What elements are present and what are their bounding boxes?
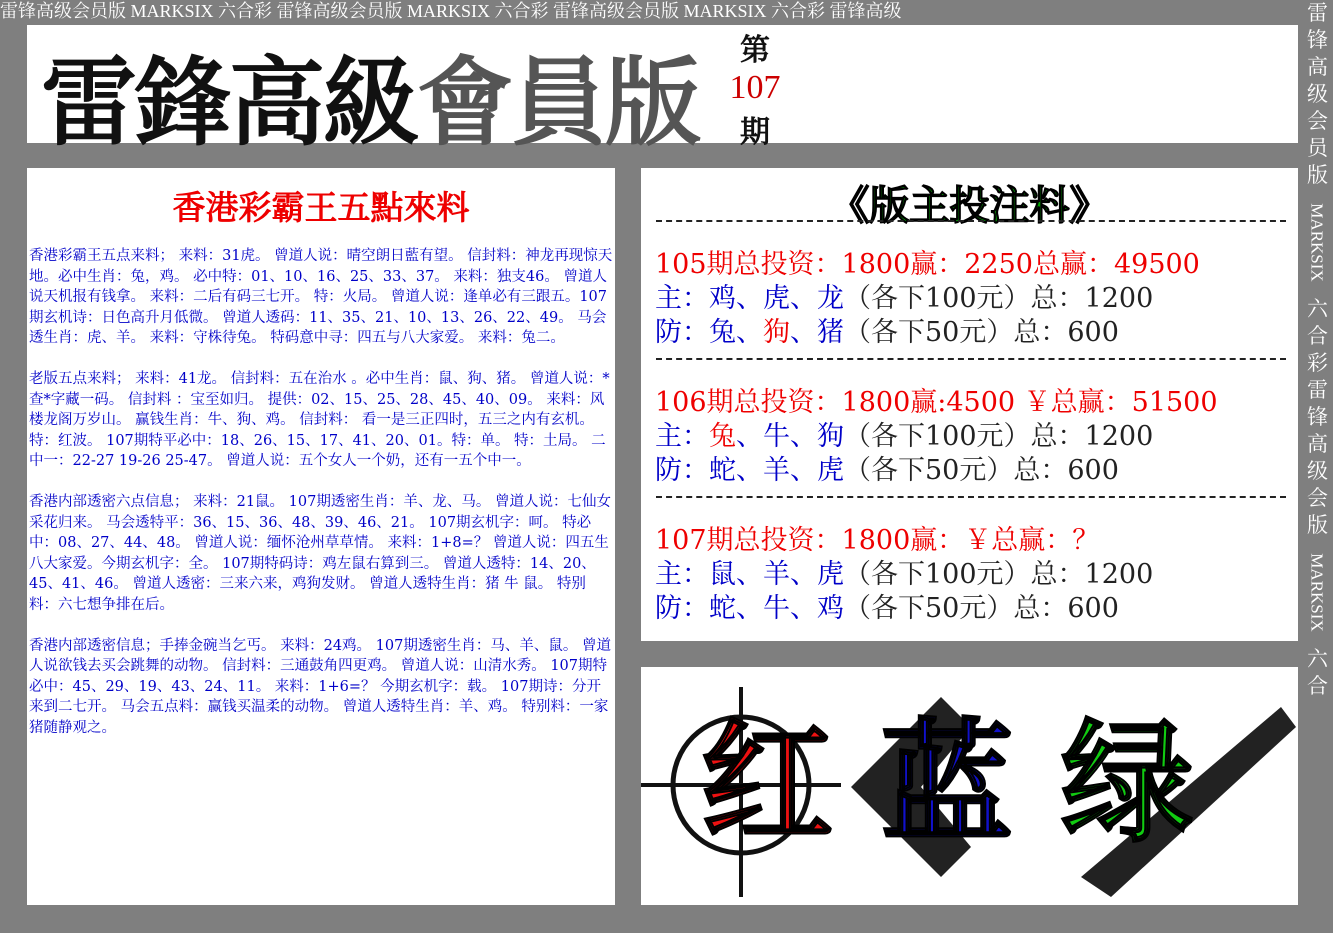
info-paragraph: 香港彩霸王五点来料； 来料：31虎。 曾道人说：晴空朗日藍有望。 信封料：神龙再现惊天地。必中生肖：兔，鸡。 必中特：01、10、16、25、33、37。 来料：独支46。 曾道人说天机报有钱拿。 来料：二后有码三七开。 特：火局。 曾道人说：逢单必有三跟五。107期玄机诗：日色高升月低微。 曾道人透码：11、35、21、10、13、26、22、49。 马会透生肖：虎、羊。 来料：守株待兔。 特码意中寻：四五与八大家爱。 来料：兔二。 [29, 248, 613, 347]
title-part1: 雷鋒高級 [41, 47, 417, 159]
side-char: 级 [1307, 459, 1328, 483]
title-part2: 會員版 [417, 47, 699, 159]
blue-glyph: 蓝 [881, 707, 1013, 861]
side-char: 会 [1307, 486, 1328, 510]
side-char: 雷 [1307, 1, 1328, 25]
side-char: 雷 [1307, 378, 1328, 402]
summary-105: 105期总投资：1800赢：2250总赢：49500 [655, 249, 1200, 280]
guard-items: 、猪 [790, 317, 844, 348]
main-items: 鼠、羊、虎 [709, 559, 844, 590]
guard-items: 蛇、牛、鸡 [709, 593, 844, 624]
guard-pick-107 [655, 586, 1119, 625]
info-paragraph: 老版五点来料； 来料：41龙。 信封料：五在治水 。必中生肖：鼠、狗、猪。 曾道人说：*查*字藏一码。 信封料 ：宝至如归。 提供：02、15、25、28、45、40、09。 来料：风楼龙阁万岁山。 赢钱生肖：牛、狗、鸡。 信封料： 看一是三正四时，五三之内有玄机。 特：红波。 107期特平必中：18、26、15、17、41、20、01。特：单。 特：土局。 二中一：22-27 19-26 25-47。 曾道人说：五个女人一个奶，还有一五个中一。 [29, 370, 610, 470]
main-note: （各下100元）总：1200 [844, 559, 1154, 590]
main-note: （各下100元）总：1200 [844, 283, 1154, 314]
main-items-hit: 兔 [709, 421, 736, 452]
guard-pick-105 [655, 310, 1119, 349]
side-char: 合 [1307, 674, 1328, 698]
side-char: 版 [1307, 163, 1328, 187]
side-char: 六 [1307, 647, 1328, 671]
side-char: 高 [1307, 55, 1328, 79]
header-banner [27, 25, 1298, 159]
summary-107: 107期总投资：1800赢：￥总赢：？ [655, 525, 1100, 556]
main-note: （各下100元）总：1200 [844, 421, 1154, 452]
side-char: 合 [1307, 324, 1328, 348]
guard-label: 防： [655, 455, 709, 486]
side-char: 会 [1307, 109, 1328, 133]
main-label: 主： [655, 559, 709, 590]
red-blue-green-panel [641, 667, 1298, 905]
side-char: 高 [1307, 432, 1328, 456]
betting-panel [641, 168, 1298, 641]
side-latin-text: MARKSIX [1308, 203, 1327, 282]
side-char: 锋 [1307, 28, 1328, 52]
side-char: 级 [1307, 82, 1328, 106]
issue-qi: 期 [740, 115, 770, 150]
side-char: 彩 [1307, 351, 1328, 375]
info-paragraph: 香港内部透密信息；手捧金碗当乞丐。 来料：24鸡。 107期透密生肖：马、羊、鼠。 曾道人说欲钱去买会跳舞的动物。 信封料：三通鼓角四更鸡。 曾道人说：山清水秀。 107期特必中：45、29、19、43、24、11。 来料：1+6=？ 今期玄机字：载。 107期诗：分开来到二七开。 马会五点料：赢钱买温柔的动物。 曾道人透特生肖：羊、鸡。 特别料：一家猪随静观之。 [29, 637, 611, 736]
main-label: 主： [655, 421, 709, 452]
issue-number [727, 25, 783, 151]
guard-items-hit: 狗 [763, 317, 790, 348]
side-char: 锋 [1307, 405, 1328, 429]
red-glyph: 红 [701, 707, 833, 861]
guard-note: （各下50元）总：600 [844, 455, 1119, 486]
divider [656, 358, 1286, 360]
guard-label: 防： [655, 317, 709, 348]
guard-note: （各下50元）总：600 [844, 317, 1119, 348]
side-marquee-band [1302, 0, 1333, 933]
main-label: 主： [655, 283, 709, 314]
guard-items: 兔、 [709, 317, 763, 348]
info-paragraph: 香港内部透密六点信息； 来料：21鼠。 107期透密生肖：羊、龙、马。 曾道人说：七仙女采花归来。 马会透特平：36、15、36、48、39、46、21。 107期玄机字：呵。 特必中：08、27、44、48。 曾道人说：缅怀沧州草草情。 来料：1+8=？ 曾道人说：四五生八大家爱。今期玄机字：全。 107期特码诗：鸡左鼠右算到三。 曾道人透特：14、20、45、41、46。 曾道人透密：三来六来，鸡狗发财。 曾道人透特生肖：猪 牛 鼠。 特别料：六七想争排在后。 [29, 493, 611, 613]
side-latin [1302, 539, 1333, 646]
issue-num: 107 [729, 69, 781, 106]
side-latin-text: MARKSIX [1308, 553, 1327, 632]
main-items: 鸡、虎、龙 [709, 283, 844, 314]
side-char: 版 [1307, 513, 1328, 537]
page-title [41, 27, 699, 164]
side-latin [1302, 189, 1333, 296]
issue-di: 第 [740, 33, 770, 68]
side-char: 六 [1307, 297, 1328, 321]
left-panel-body [29, 246, 613, 758]
left-panel-title: 香港彩霸王五點來料 [172, 188, 470, 227]
summary-106: 106期总投资：1800赢:4500 ￥总赢：51500 [655, 387, 1218, 418]
divider [656, 220, 1286, 222]
divider [656, 496, 1286, 498]
guard-note: （各下50元）总：600 [844, 593, 1119, 624]
side-char: 员 [1307, 136, 1328, 160]
guard-items: 蛇、羊、虎 [709, 455, 844, 486]
guard-pick-106 [655, 448, 1119, 487]
top-marquee-band: 雷锋高级会员版 MARKSIX 六合彩 雷锋高级会员版 MARKSIX 六合彩 雷锋高级会员版 MARKSIX 六合彩 雷锋高级 [0, 1, 902, 21]
left-info-panel [27, 168, 615, 905]
main-items: 、牛、狗 [736, 421, 844, 452]
guard-label: 防： [655, 593, 709, 624]
betting-panel-title: 《版主投注料》 [829, 182, 1110, 229]
green-glyph: 绿 [1061, 707, 1193, 861]
